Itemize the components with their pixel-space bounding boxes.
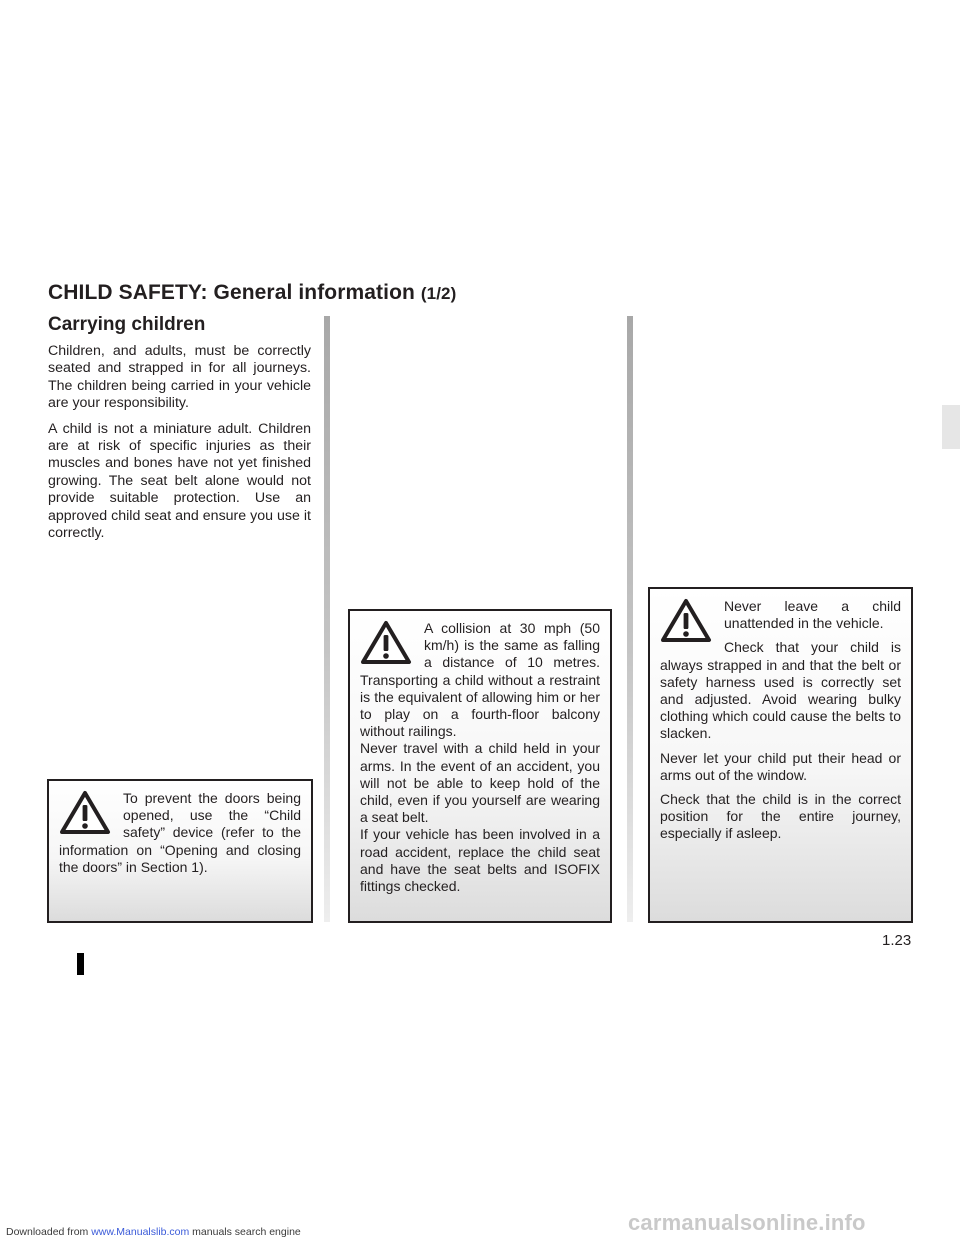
footer-site-link[interactable]: www.Manualslib.com	[91, 1226, 190, 1238]
warning-text: Never let your child put their head or arms out of the window.	[660, 749, 901, 783]
page-number: 1.23	[882, 932, 912, 949]
download-footer	[6, 1226, 301, 1238]
warning-text: Never leave a child unattended in the vehicle.	[724, 598, 901, 632]
section-edge-tab	[942, 405, 960, 449]
section-heading: Carrying children	[48, 314, 206, 335]
warning-box-collision	[348, 609, 612, 923]
warning-text: Never travel with a child held in your arms. In the event of an accident, you will not be able to keep hold of the child, even if you yourself are wearing a seat belt.	[360, 740, 600, 826]
warning-text: To prevent the doors being opened, use the “Child safety” device (refer to the information on “Opening and closing the doors” in Section 1).	[59, 790, 301, 875]
page-title	[48, 281, 456, 305]
column-divider	[324, 316, 330, 922]
title-text: CHILD SAFETY: General information	[48, 281, 415, 304]
warning-text: Check that the child is in the correct position for the entire journey, especially if asleep.	[660, 791, 901, 842]
warning-box-unattended	[648, 587, 913, 923]
corner-mark	[77, 953, 84, 975]
section-body	[48, 343, 311, 550]
column-divider	[627, 316, 633, 922]
body-paragraph: A child is not a miniature adult. Children are at risk of specific injuries as their muscles and bones have not yet finished growing. The seat belt alone would not provide suitable protection. Use an approved child seat and ensure you use it correctly.	[48, 420, 311, 542]
warning-text: A collision at 30 mph (50 km/h) is the same as falling a distance of 10 metres. Transporting a child without a restraint is the equivalent of allowing him or her to play on a fourth-floor balcony without railings.	[360, 620, 600, 740]
warning-text: Check that your child is always strapped in and that the belt or safety harness used is correctly set and adjusted. Avoid wearing bulky clothing which could cause the belts to slacken.	[660, 639, 901, 742]
title-part-indicator: (1/2)	[420, 284, 457, 303]
warning-triangle-icon	[360, 620, 412, 665]
body-paragraph: Children, and adults, must be correctly seated and strapped in for all journeys. The children being carried in your vehicle are your responsibility.	[48, 343, 311, 412]
warning-triangle-icon	[59, 790, 111, 835]
warning-text: If your vehicle has been involved in a road accident, replace the child seat and have the seat belts and ISOFIX fittings checked.	[360, 826, 600, 895]
footer-suffix: manuals search engine	[189, 1226, 301, 1238]
watermark: carmanualsonline.info	[628, 1210, 866, 1235]
warning-triangle-icon	[660, 598, 712, 643]
footer-prefix: Downloaded from	[6, 1226, 92, 1238]
warning-box-doors	[47, 779, 313, 923]
